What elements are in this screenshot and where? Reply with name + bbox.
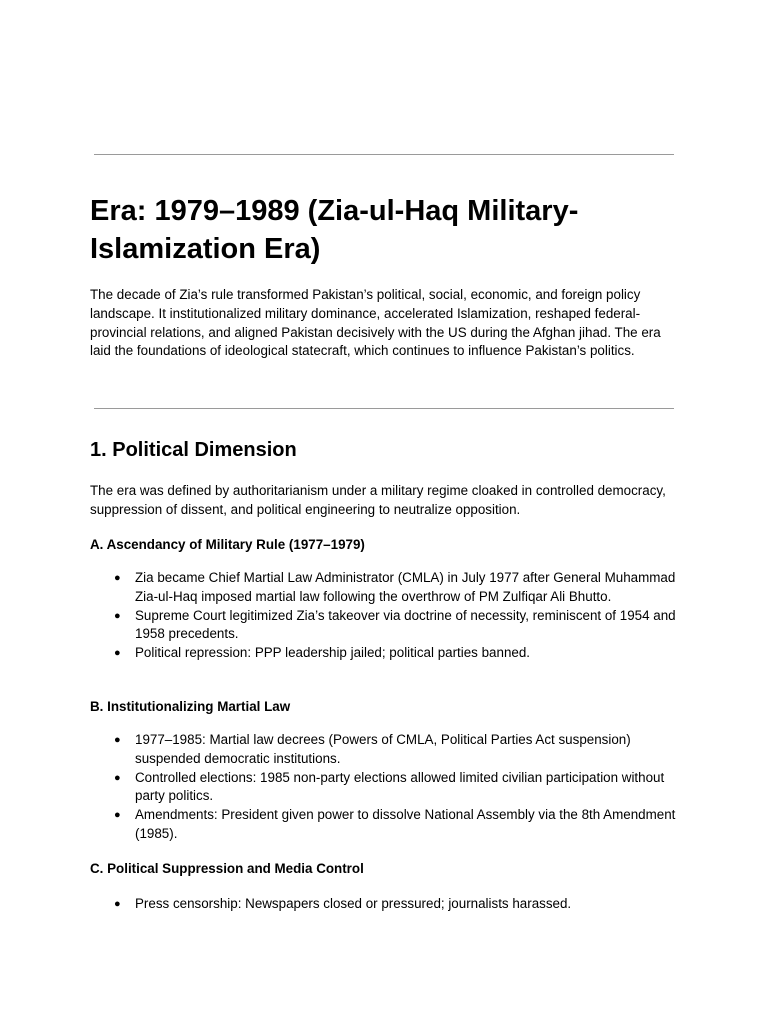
bullet-icon: ●: [114, 898, 121, 910]
section-divider: [94, 408, 674, 409]
subsection-heading-b: B. Institutionalizing Martial Law: [90, 699, 291, 714]
bullet-icon: ●: [114, 609, 121, 622]
bullet-list-a: [90, 569, 680, 663]
subsection-heading-a: A. Ascendancy of Military Rule (1977–1979): [90, 537, 365, 552]
bullet-icon: ●: [114, 572, 121, 584]
bullet-list-c: [90, 895, 680, 914]
bullet-list-b: [90, 731, 680, 844]
list-item: ● Political repression: PPP leadership jailed; political parties banned.: [90, 644, 680, 663]
bullet-icon: ●: [114, 647, 121, 660]
list-item: ● Zia became Chief Martial Law Administrator (CMLA) in July 1977 after General Muhammad Zia-ul-Haq imposed martial law following the overthrow of PM Zulfiqar Ali Bhutto.: [114, 570, 676, 604]
bullet-icon: ●: [114, 734, 121, 746]
section-heading-political: 1. Political Dimension: [90, 439, 297, 461]
page-title: Era: 1979–1989 (Zia-ul-Haq Military-Islamization Era): [90, 195, 579, 265]
bullet-icon: ●: [114, 809, 121, 822]
subsection-heading-c: C. Political Suppression and Media Control: [90, 861, 364, 876]
intro-paragraph: The decade of Zia’s rule transformed Pakistan’s political, social, economic, and foreign policy landscape. It institutionalized military dominance, accelerated Islamization, reshaped federal-provincial relations, and aligned Pakistan decisively with the US during the Afghan jihad. The era laid the foundations of ideological statecraft, which continues to influence Pakistan’s politics.: [90, 287, 661, 359]
bullet-icon: ●: [114, 771, 121, 784]
list-item: ● Supreme Court legitimized Zia’s takeover via doctrine of necessity, reminiscent of 1954 and 1958 precedents.: [114, 607, 676, 642]
section-intro-paragraph: The era was defined by authoritarianism under a military regime cloaked in controlled democracy, suppression of dissent, and political engineering to neutralize opposition.: [90, 483, 666, 517]
list-item: ● Amendments: President given power to dissolve National Assembly via the 8th Amendment (1985).: [114, 807, 676, 841]
top-divider: [94, 154, 674, 155]
list-item: ● Controlled elections: 1985 non-party elections allowed limited civilian participation without party politics.: [114, 769, 665, 804]
list-item: ● 1977–1985: Martial law decrees (Powers of CMLA, Political Parties Act suspension) suspended democratic institutions.: [114, 732, 631, 766]
list-item: ● Press censorship: Newspapers closed or pressured; journalists harassed.: [90, 895, 680, 914]
